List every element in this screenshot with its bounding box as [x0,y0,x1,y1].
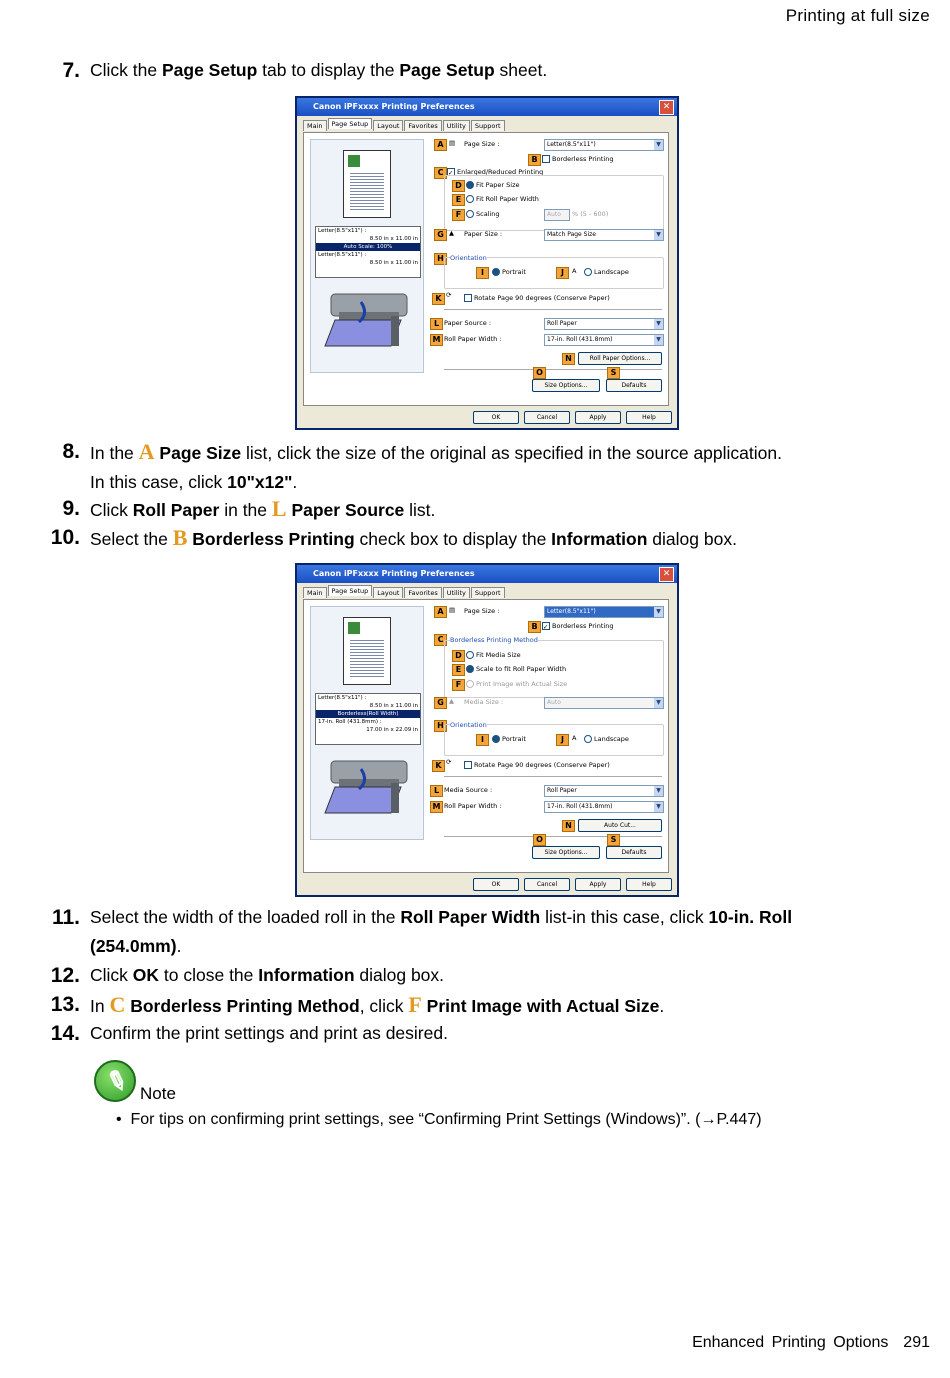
label-S: S [607,367,620,379]
landscape-icon: A [572,734,577,742]
label-B: B [528,154,541,166]
apply-button[interactable]: Apply [575,878,621,891]
label-J: J [556,267,569,279]
label-I: I [476,734,489,746]
roll-width-select[interactable]: 17-in. Roll (431.8mm) ▼ [544,801,664,813]
page-size-icon: ▤ [449,139,456,147]
tab-strip [303,120,506,132]
label-L: L [430,785,443,797]
label-B: B [528,621,541,633]
note-title: Note [140,1084,176,1103]
tab-favorites[interactable]: Favorites [404,120,441,131]
tab-utility[interactable]: Utility [443,120,470,131]
step-number: 9. [62,497,80,520]
auto-cut-button[interactable]: Auto Cut... [578,819,662,832]
label-I: I [476,267,489,279]
landscape-icon: A [572,267,577,275]
label-G: G [434,697,447,709]
page-footer [692,1334,930,1352]
label-J: J [556,734,569,746]
page-size-label: Page Size : [464,607,500,615]
label-C: C [434,634,447,646]
enlarged-checkbox[interactable]: ✓ Enlarged/Reduced Printing [448,168,544,177]
tab-main[interactable]: Main [303,587,327,598]
paper-size-label: Paper Size : [464,230,503,238]
label-G: G [434,229,447,241]
media-size-label: Media Size : [464,698,504,706]
step-number: 13. [50,993,80,1016]
paper-preview-icon [343,150,391,218]
label-S: S [607,834,620,846]
divider [444,836,662,837]
tab-main[interactable]: Main [303,120,327,131]
tab-page-setup[interactable]: Page Setup [328,585,373,596]
print-actual-radio[interactable]: Print Image with Actual Size [466,680,567,688]
ok-button[interactable]: OK [473,878,519,891]
cancel-button[interactable]: Cancel [524,878,570,891]
borderless-checkbox[interactable]: Borderless Printing [542,155,613,163]
tab-support[interactable]: Support [471,587,505,598]
page-number: 291 [903,1334,930,1351]
label-O: O [533,834,546,846]
label-K: K [432,760,445,772]
orientation-label: Orientation [450,721,487,729]
roll-options-button[interactable]: Roll Paper Options... [578,352,662,365]
paper-size-icon: ▲ [449,229,454,237]
defaults-button[interactable]: Defaults [606,846,662,859]
ok-button[interactable]: OK [473,411,519,424]
settings-summary: Letter(8.5"x11") : 8.50 in x 11.00 in Borderless(Roll Width) 17-in. Roll (431.8mm) : 17.00 in x 22.09 in [315,693,421,745]
dialog-title: Canon iPFxxxx Printing Preferences [313,569,475,578]
tab-strip [303,587,506,599]
rotate-icon: ⟳ [446,758,452,766]
label-N: N [562,353,575,365]
label-A: A [434,606,447,618]
help-button[interactable]: Help [626,878,672,891]
borderless-checkbox[interactable]: ✓ Borderless Printing [543,622,614,631]
label-A: A [434,139,447,151]
dialog-titlebar [297,565,677,583]
rotate-checkbox[interactable]: Rotate Page 90 degrees (Conserve Paper) [464,294,610,302]
note-pencil-icon: ✎ [94,1060,136,1102]
divider [444,369,662,370]
label-E: E [452,194,465,206]
label-C: C [434,167,447,179]
step-text: Confirm the print settings and print as desired. [90,1023,448,1043]
fit-media-radio[interactable]: Fit Media Size [466,651,521,659]
page-size-label: Page Size : [464,140,500,148]
printer-illustration-icon [321,755,413,815]
label-N: N [562,820,575,832]
paper-size-select[interactable]: Match Page Size ▼ [544,229,664,241]
label-H: H [434,720,447,732]
media-source-label: Media Source : [444,786,493,794]
label-E: E [452,664,465,676]
landscape-radio[interactable]: Landscape [584,735,629,743]
close-icon[interactable]: ✕ [659,567,674,582]
label-F: F [452,209,465,221]
size-options-button[interactable]: Size Options... [532,379,600,392]
label-H: H [434,253,447,265]
step-text: Select the B Borderless Printing check box to display the Information dialog box. [90,525,737,550]
label-D: D [452,180,465,192]
footer-section: Enhanced Printing Options [692,1334,889,1351]
label-M: M [430,334,443,346]
step-number: 11. [51,906,80,929]
divider [444,776,662,777]
settings-summary: Letter(8.5"x11") : 8.50 in x 11.00 in Auto Scale: 100% Letter(8.5"x11") : 8.50 in x 11.00 in [315,226,421,278]
paper-source-select[interactable]: Roll Paper ▼ [544,318,664,330]
dialog-button-bar [297,404,677,428]
dialog-button-bar [297,871,677,895]
preview-panel [310,139,424,373]
page-setup-pane [303,132,669,406]
page-header: Printing at full size [785,6,930,25]
step-text: Select the width of the loaded roll in the Roll Paper Width list-in this case, click 10-in. Roll (254.0mm). [90,907,793,956]
scale-fit-radio[interactable]: Scale to fit Roll Paper Width [466,665,566,673]
roll-width-select[interactable]: 17-in. Roll (431.8mm) ▼ [544,334,664,346]
printing-preferences-dialog-1 [295,96,679,430]
label-D: D [452,650,465,662]
scaling-input[interactable]: Auto [544,209,570,221]
size-options-button[interactable]: Size Options... [532,846,600,859]
scaling-range: % (5 - 600) [572,210,609,218]
tab-support[interactable]: Support [471,120,505,131]
step-text: Click OK to close the Information dialog box. [90,965,445,985]
page-size-select[interactable]: Letter(8.5"x11") ▼ [544,606,664,618]
media-size-select[interactable]: Auto ▼ [544,697,664,709]
label-K: K [432,293,445,305]
portrait-radio[interactable]: Portrait [492,735,526,743]
landscape-radio[interactable]: Landscape [584,268,629,276]
defaults-button[interactable]: Defaults [606,379,662,392]
tab-page-setup[interactable]: Page Setup [328,118,373,129]
media-source-select[interactable]: Roll Paper ▼ [544,785,664,797]
note-bullet: • For tips on confirming print settings, see “Confirming Print Settings (Windows)”. (→P.447) [116,1111,762,1128]
fit-roll-width-radio[interactable]: Fit Roll Paper Width [466,195,539,203]
help-button[interactable]: Help [626,411,672,424]
tab-favorites[interactable]: Favorites [404,587,441,598]
step-number: 8. [62,440,80,463]
step-number: 7. [62,59,80,82]
rotate-checkbox[interactable]: Rotate Page 90 degrees (Conserve Paper) [464,761,610,769]
close-icon[interactable]: ✕ [659,100,674,115]
fit-paper-size-radio[interactable]: Fit Paper Size [466,181,520,189]
page-size-icon: ▤ [449,606,456,614]
step-number: 14. [50,1022,80,1045]
page-setup-pane [303,599,669,873]
rotate-icon: ⟳ [446,291,452,299]
orientation-label: Orientation [450,254,487,262]
step-text: Click the Page Setup tab to display the Page Setup sheet. [90,60,548,80]
media-size-icon: ▲ [449,697,454,705]
printing-preferences-dialog-2 [295,563,679,897]
roll-width-label: Roll Paper Width : [444,335,502,343]
label-F: F [452,679,465,691]
scaling-radio[interactable]: Scaling [466,210,500,218]
dialog-title: Canon iPFxxxx Printing Preferences [313,102,475,111]
tab-layout[interactable]: Layout [373,587,403,598]
dialog-titlebar [297,98,677,116]
paper-preview-icon [343,617,391,685]
apply-button[interactable]: Apply [575,411,621,424]
label-O: O [533,367,546,379]
step-text: Click Roll Paper in the L Paper Source list. [90,496,436,521]
preview-panel [310,606,424,840]
label-M: M [430,801,443,813]
divider [444,309,662,310]
portrait-radio[interactable]: Portrait [492,268,526,276]
paper-source-label: Paper Source : [444,319,492,327]
printer-illustration-icon [321,288,413,348]
label-L: L [430,318,443,330]
tab-utility[interactable]: Utility [443,587,470,598]
page-size-select[interactable]: Letter(8.5"x11") ▼ [544,139,664,151]
step-text: In the A Page Size list, click the size of the original as specified in the source application. In this case, click 10"x12". [90,439,782,492]
roll-width-label: Roll Paper Width : [444,802,502,810]
cancel-button[interactable]: Cancel [524,411,570,424]
step-number: 10. [50,526,80,549]
tab-layout[interactable]: Layout [373,120,403,131]
step-text: In C Borderless Printing Method, click F Print Image with Actual Size. [90,992,665,1017]
borderless-method-label: Borderless Printing Method [450,636,538,644]
step-number: 12. [50,964,80,987]
